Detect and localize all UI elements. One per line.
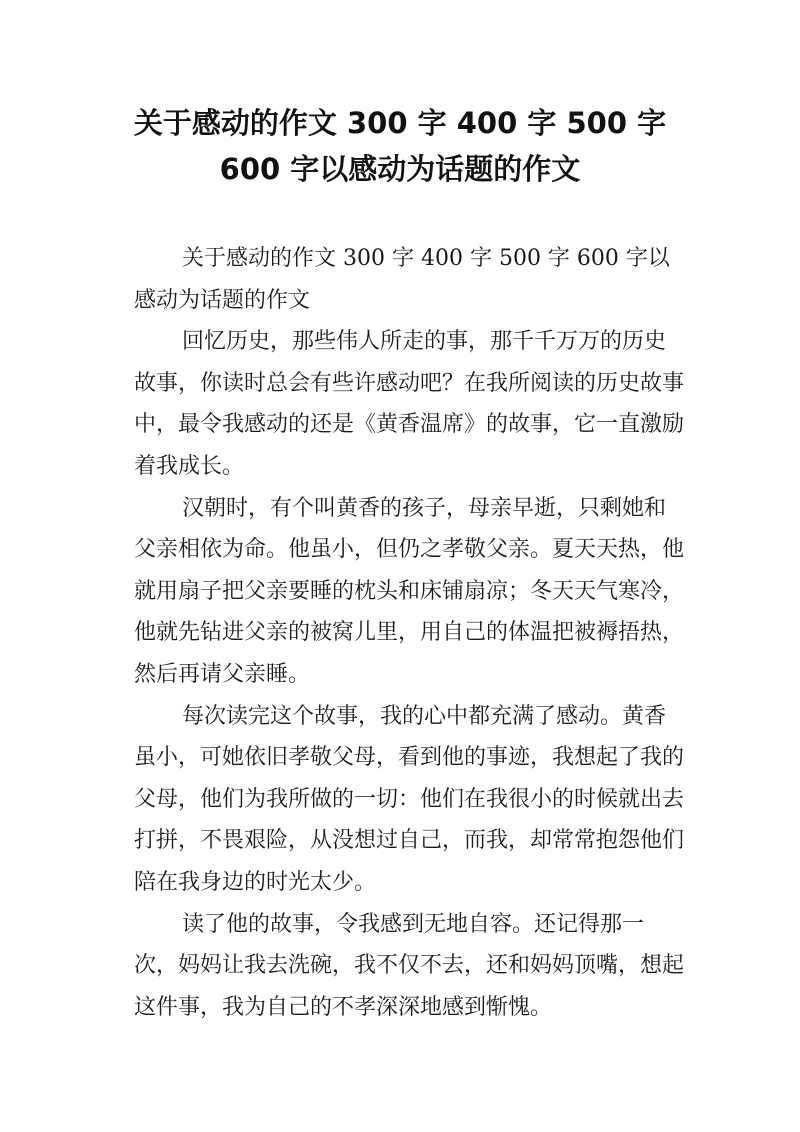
title-line-1: 关于感动的作文 300 字 400 字 500 字 (133, 106, 667, 140)
document-body (134, 238, 684, 1028)
body-paragraph-5: 读了他的故事，令我感到无地自容。还记得那一次，妈妈让我去洗碗，我不仅不去，还和妈妈顶嘴，想起这件事，我为自己的不孝深深地感到惭愧。 (134, 911, 685, 1020)
body-paragraph-3: 汉朝时，有个叫黄香的孩子，母亲早逝，只剩她和父亲相依为命。他虽小，但仍之孝敬父亲。夏天天热，他就用扇子把父亲要睡的枕头和床铺扇凉；冬天天气寒冷，他就先钻进父亲的被窝儿里，用自己的体温把被褥捂热，然后再请父亲睡。 (134, 495, 685, 687)
title-line-2: 600 字以感动为话题的作文 (219, 152, 581, 186)
document-title (100, 100, 700, 192)
body-paragraph-2: 回忆历史，那些伟人所走的事，那千千万万的历史故事，你读时总会有些许感动吧？在我所阅读的历史故事中，最令我感动的还是《黄香温席》的故事，它一直激励着我成长。 (134, 329, 685, 479)
body-paragraph-4: 每次读完这个故事，我的心中都充满了感动。黄香虽小，可她依旧孝敬父母，看到他的事迹，我想起了我的父母，他们为我所做的一切：他们在我很小的时候就出去打拼，不畏艰险，从没想过自己，而我，却常常抱怨他们陪在我身边的时光太少。 (134, 703, 685, 895)
body-paragraph-1: 关于感动的作文 300 字 400 字 500 字 600 字以感动为话题的作文 (134, 246, 670, 313)
